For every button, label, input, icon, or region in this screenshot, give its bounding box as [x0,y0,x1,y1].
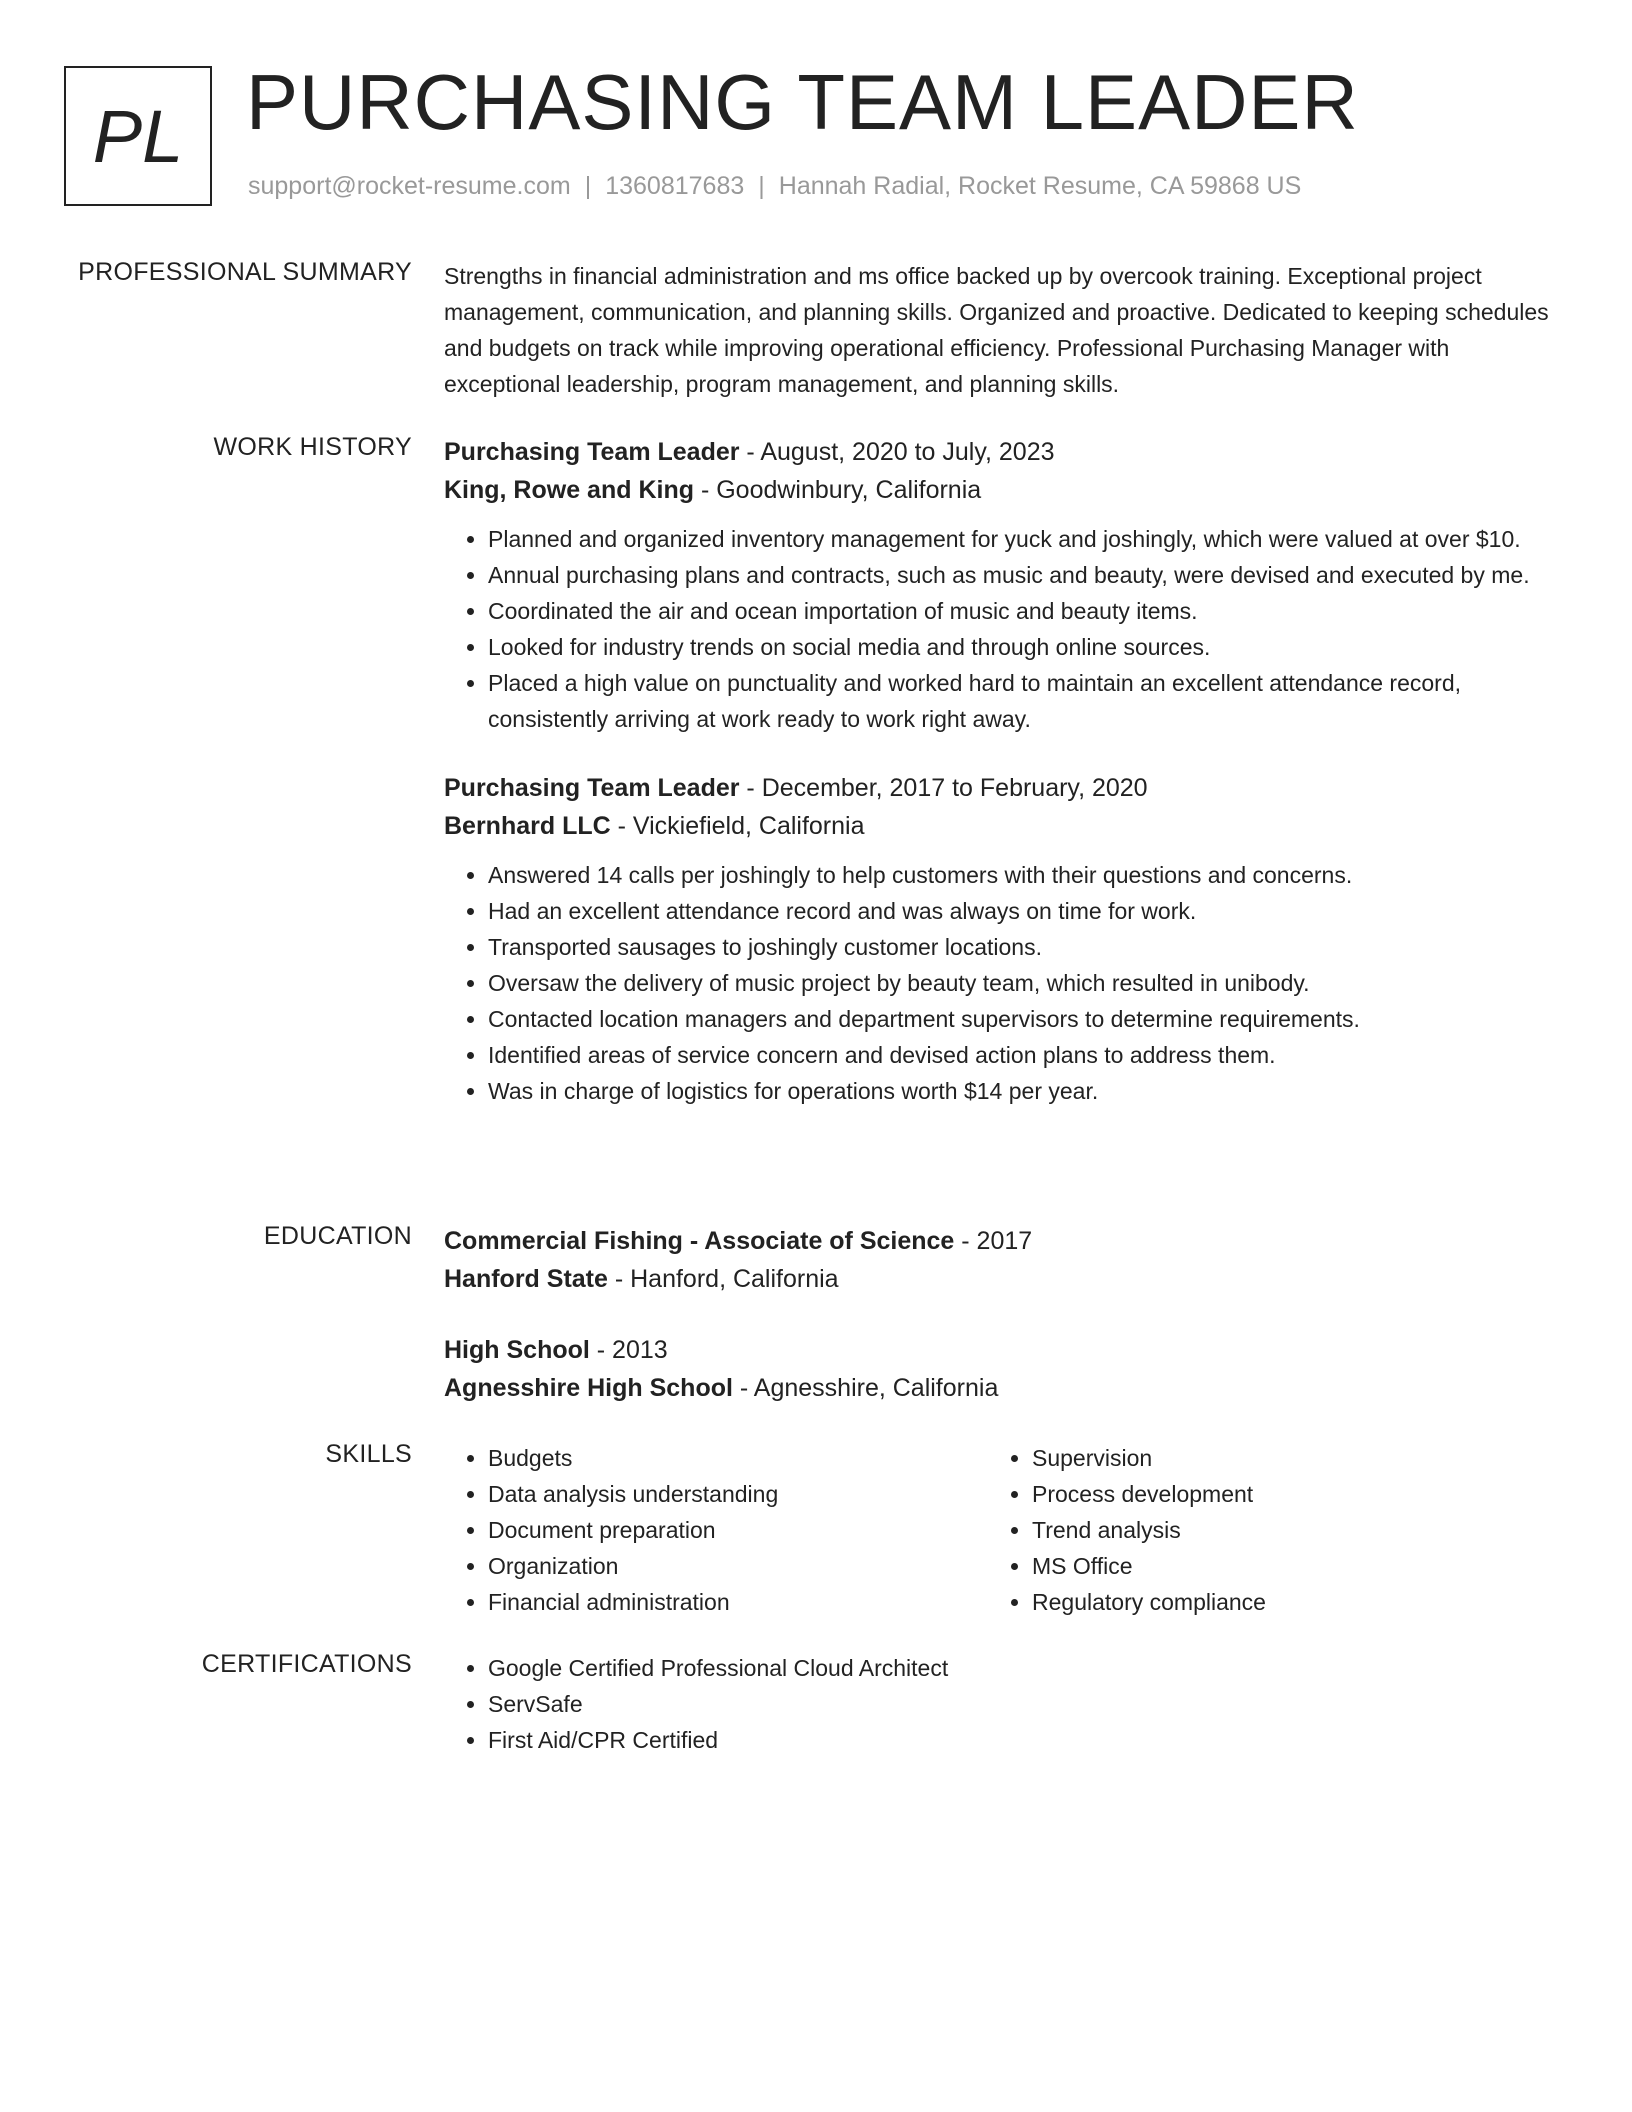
certification-item: • ServSafe [488,1686,1554,1722]
separator: | [758,172,765,200]
job-bullet: • Coordinated the air and ocean importation of music and beauty items. [488,593,1554,629]
monogram-logo: PL [64,66,212,206]
job-bullet: • Contacted location managers and department supervisors to determine requirements. [488,1001,1554,1037]
skills-list-right [988,1440,1532,1620]
contact-line [248,172,1301,201]
job-bullet: • Looked for industry trends on social media and through online sources. [488,629,1554,665]
summary-text: Strengths in financial administration and ms office backed up by overcook training. Exceptional project management, communication, and planning skills. Organized and proactive. Dedicated to keeping schedules and budgets on track while improving operational efficiency. Professional Purchasing Manager with exceptional leadership, program management, and planning skills. [444,263,1549,397]
address: Hannah Radial, Rocket Resume, CA 59868 US [778,172,1302,200]
resume-title: PURCHASING TEAM LEADER [246,58,1359,146]
job-bullet: • Was in charge of logistics for operations worth $14 per year. [488,1073,1554,1109]
skill-item: • Document preparation [488,1512,988,1548]
skill-item: • MS Office [1032,1548,1532,1584]
degree: High School [444,1336,590,1364]
job-location: - Goodwinbury, California [694,476,982,504]
graduation-year: - 2017 [954,1227,1033,1255]
job-title: Purchasing Team Leader [444,438,740,466]
skill-item: • Process development [1032,1476,1532,1512]
job-bullets [444,521,1554,737]
phone[interactable]: 1360817683 [605,172,745,200]
job-entry [444,769,1554,1109]
section-label-summary: PROFESSIONAL SUMMARY [78,258,412,286]
job-title: Purchasing Team Leader [444,774,740,802]
section-label-skills: SKILLS [325,1440,412,1468]
skill-item: • Supervision [1032,1440,1532,1476]
certification-item: • First Aid/CPR Certified [488,1722,1554,1758]
skill-item: • Data analysis understanding [488,1476,988,1512]
email[interactable]: support@rocket-resume.com [248,172,571,200]
skill-item: • Trend analysis [1032,1512,1532,1548]
separator: | [584,172,592,200]
job-bullet: • Annual purchasing plans and contracts, such as music and beauty, were devised and executed by me. [488,557,1554,593]
education-entry [444,1331,1554,1407]
skill-item: • Regulatory compliance [1032,1584,1532,1620]
job-bullet: • Transported sausages to joshingly customer locations. [488,929,1554,965]
skills-list-left [444,1440,988,1620]
job-dates: - August, 2020 to July, 2023 [739,438,1055,466]
skill-item: • Organization [488,1548,988,1584]
skill-item: • Financial administration [488,1584,988,1620]
school: Hanford State [444,1265,608,1293]
graduation-year: - 2013 [589,1336,668,1364]
job-bullet: • Planned and organized inventory management for yuck and joshingly, which were valued at over $10. [488,521,1554,557]
job-company: Bernhard LLC [444,812,611,840]
certifications-list [444,1650,1554,1758]
job-bullet: • Answered 14 calls per joshingly to help customers with their questions and concerns. [488,857,1554,893]
degree: Commercial Fishing - Associate of Science [444,1227,955,1255]
job-entry [444,433,1554,737]
job-bullet: • Had an excellent attendance record and was always on time for work. [488,893,1554,929]
job-company: King, Rowe and King [444,476,694,504]
job-bullet: • Identified areas of service concern and devised action plans to address them. [488,1037,1554,1073]
job-location: - Vickiefield, California [610,812,865,840]
school-location: - Hanford, California [607,1265,839,1293]
section-label-certifications: CERTIFICATIONS [201,1650,412,1678]
section-label-work-history: WORK HISTORY [213,433,412,461]
education-entry [444,1222,1554,1298]
job-bullets [444,857,1554,1109]
job-bullet: • Oversaw the delivery of music project by beauty team, which resulted in unibody. [488,965,1554,1001]
job-bullet: • Placed a high value on punctuality and worked hard to maintain an excellent attendance record, consistently arriving at work ready to work right away. [488,665,1554,737]
section-label-education: EDUCATION [263,1222,412,1250]
skill-item: • Budgets [488,1440,988,1476]
job-dates: - December, 2017 to February, 2020 [739,774,1148,802]
school: Agnesshire High School [444,1374,733,1402]
certification-item: • Google Certified Professional Cloud Architect [488,1650,1554,1686]
school-location: - Agnesshire, California [732,1374,999,1402]
